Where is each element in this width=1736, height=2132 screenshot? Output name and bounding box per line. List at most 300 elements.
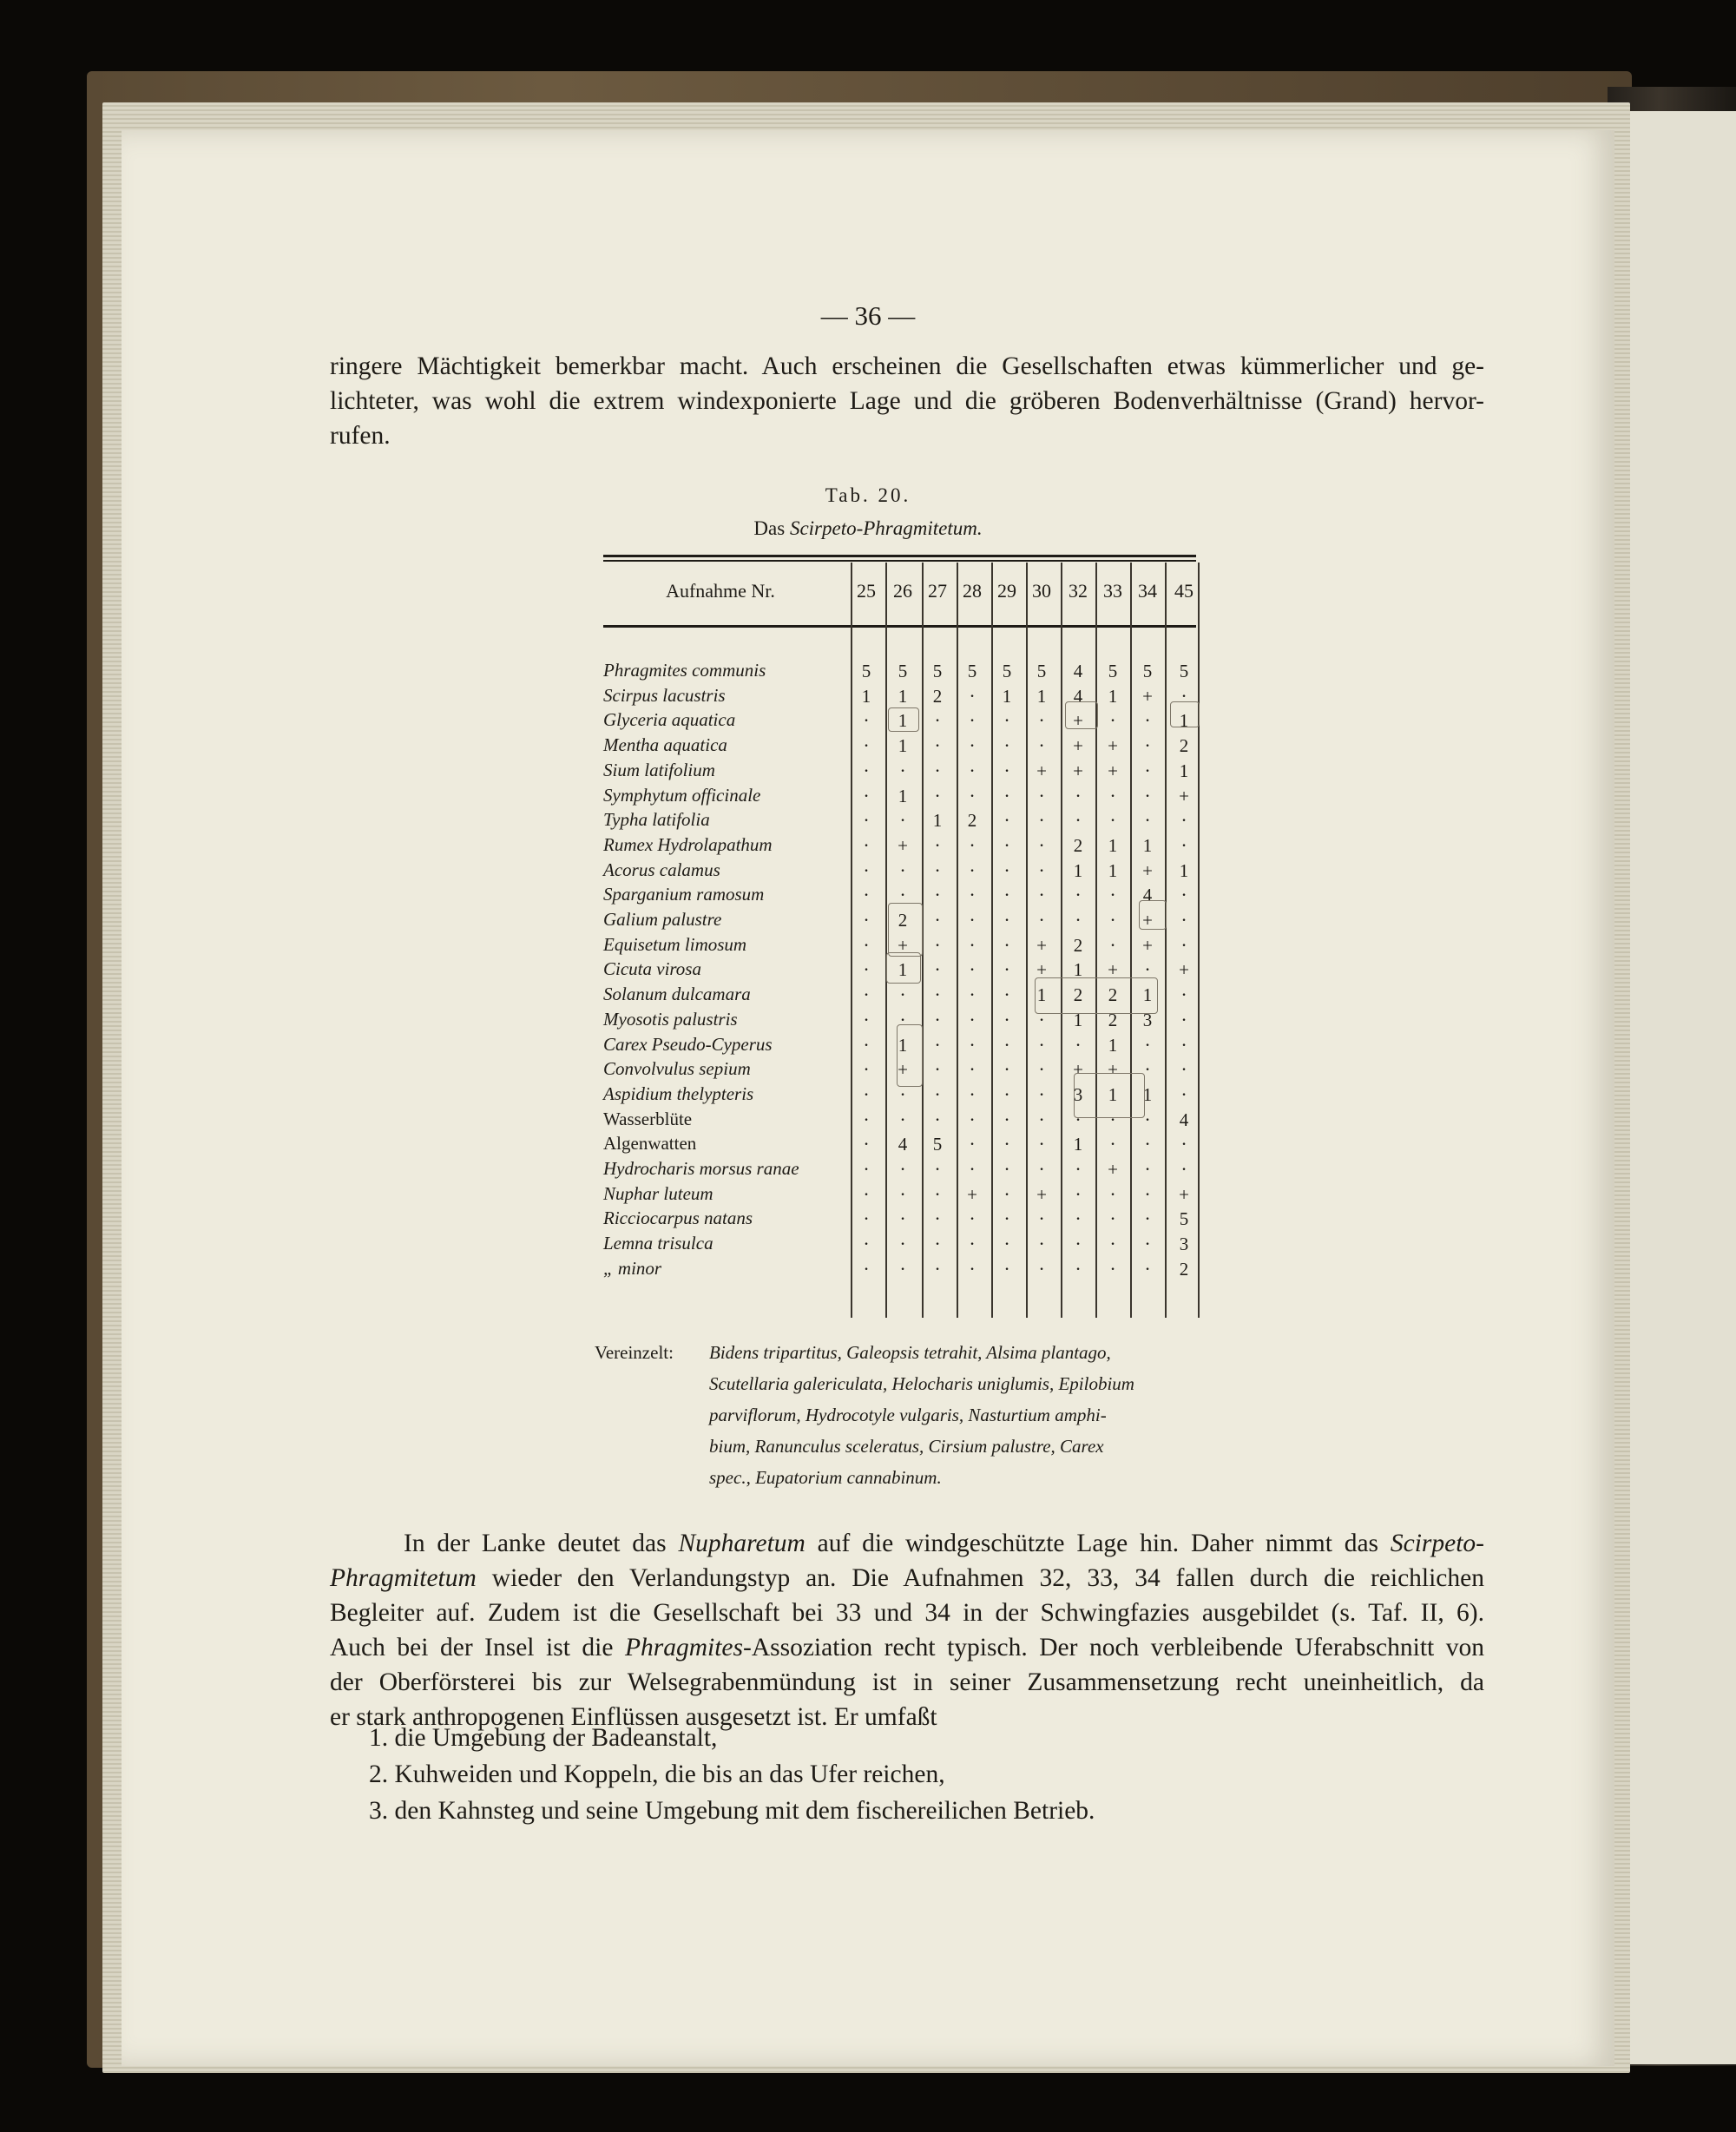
table-cell: 1 xyxy=(1073,959,1083,981)
table-cell: · xyxy=(1003,1058,1010,1081)
table-cell: · xyxy=(934,1207,941,1230)
table-cell: · xyxy=(1109,884,1116,906)
table-cell: 1 xyxy=(1142,1083,1153,1105)
table-cell: · xyxy=(1180,909,1187,931)
table-cell: 1 xyxy=(1108,1083,1118,1105)
species-name: Aspidium thelypteris xyxy=(603,1082,754,1104)
species-name: Carex Pseudo-Cyperus xyxy=(603,1033,773,1055)
table-cell: · xyxy=(1038,1058,1045,1081)
table-cell: 5 xyxy=(932,1134,943,1155)
table-cell: 5 xyxy=(898,661,908,681)
table-cell: · xyxy=(1180,1133,1187,1155)
table-cell: · xyxy=(1038,784,1045,806)
table-cell: · xyxy=(1003,809,1010,832)
table-cell: · xyxy=(1109,1233,1116,1255)
table-cell: + xyxy=(1073,710,1083,732)
table-cell: + xyxy=(1073,760,1083,781)
table-cell: + xyxy=(1073,1059,1083,1081)
table-cell: · xyxy=(863,1158,870,1180)
table-cell: · xyxy=(1003,1082,1010,1105)
table-cell: · xyxy=(1003,909,1010,931)
table-cell: 2 xyxy=(932,685,943,707)
table-cell: 5 xyxy=(1179,661,1189,681)
species-name: Scirpus lacustris xyxy=(603,684,726,706)
table-cell: · xyxy=(1038,1207,1045,1230)
table-cell: · xyxy=(1003,1207,1010,1230)
table-cell: · xyxy=(863,833,870,856)
column-header: 28 xyxy=(963,580,982,602)
table-cell: · xyxy=(1109,1182,1116,1205)
facing-page-edge xyxy=(1614,111,1736,2064)
table-cell: 2 xyxy=(898,910,908,931)
table-cell: · xyxy=(934,1158,941,1180)
table-cell: · xyxy=(863,958,870,981)
table-cell: 1 xyxy=(1108,859,1118,881)
species-name: Equisetum limosum xyxy=(603,933,747,955)
table-cell: · xyxy=(1144,784,1151,806)
table-cell: · xyxy=(969,909,976,931)
species-name: Solanum dulcamara xyxy=(603,984,751,1005)
table-cell: · xyxy=(863,759,870,781)
table-cell: · xyxy=(863,1257,870,1280)
table-cell: · xyxy=(1038,809,1045,832)
table-cell: + xyxy=(1036,959,1047,981)
table-cell: · xyxy=(1109,1257,1116,1280)
intro-line: rufen. xyxy=(330,422,391,450)
table-cell: 1 xyxy=(1142,834,1153,856)
table-cell: · xyxy=(969,884,976,906)
column-header: 27 xyxy=(928,580,947,602)
species-name: „ minor xyxy=(603,1257,662,1279)
table-cell: 4 xyxy=(1073,685,1083,707)
table-cell: · xyxy=(969,859,976,881)
table-cell: · xyxy=(934,1108,941,1130)
table-cell: · xyxy=(969,1158,976,1180)
species-name: Acorus calamus xyxy=(603,859,720,880)
table-cell: · xyxy=(863,709,870,732)
species-name: Ricciocarpus natans xyxy=(603,1207,753,1229)
table-cell: · xyxy=(969,833,976,856)
pencil-mark xyxy=(897,1024,923,1087)
table-cell: · xyxy=(899,759,906,781)
pencil-mark xyxy=(1170,701,1200,727)
table-cell: · xyxy=(1003,1133,1010,1155)
table-cell: · xyxy=(934,1082,941,1105)
table-cell: · xyxy=(1003,734,1010,757)
table-cell: 4 xyxy=(1142,885,1153,906)
table-cell: · xyxy=(1038,1008,1045,1030)
table-cell: · xyxy=(1038,859,1045,881)
table-cell: · xyxy=(1075,1207,1082,1230)
species-name: Symphytum officinale xyxy=(603,784,761,806)
table-cell: + xyxy=(967,1183,977,1205)
table-cell: · xyxy=(1075,884,1082,906)
species-name: Wasserblüte xyxy=(603,1108,693,1129)
table-cell: · xyxy=(1038,884,1045,906)
table-cell: · xyxy=(1075,784,1082,806)
table-cell: · xyxy=(934,833,941,856)
table-cell: · xyxy=(1109,1207,1116,1230)
table-cell: · xyxy=(899,884,906,906)
vereinzelt-line: bium, Ranunculus sceleratus, Cirsium palustre, Carex xyxy=(709,1436,1104,1457)
table-cell: 1 xyxy=(932,810,943,832)
table-cell: · xyxy=(1109,784,1116,806)
table-cell: + xyxy=(1142,859,1153,881)
species-name: Typha latifolia xyxy=(603,809,710,831)
table-cell: · xyxy=(934,859,941,881)
species-name: Glyceria aquatica xyxy=(603,709,736,731)
table-cell: · xyxy=(863,1133,870,1155)
table-cell: 2 xyxy=(1073,834,1083,856)
vereinzelt-line: Bidens tripartitus, Galeopsis tetrahit, Alsima plantago, xyxy=(709,1342,1111,1363)
table-cell: · xyxy=(899,809,906,832)
table-cell: · xyxy=(1003,859,1010,881)
table-cell: 1 xyxy=(898,685,908,707)
pencil-mark xyxy=(1065,701,1098,729)
table-cell: · xyxy=(969,958,976,981)
table-cell: · xyxy=(899,1158,906,1180)
table-cell: · xyxy=(1038,1158,1045,1180)
table-cell: · xyxy=(1003,933,1010,956)
table-cell: 1 xyxy=(898,785,908,806)
table-cell: 1 xyxy=(1073,859,1083,881)
table-cell: · xyxy=(934,909,941,931)
table-cell: · xyxy=(1038,1233,1045,1255)
table-cell: 2 xyxy=(967,810,977,832)
table-cell: · xyxy=(1144,1033,1151,1056)
table-cell: · xyxy=(1003,1033,1010,1056)
table-cell: · xyxy=(1109,1133,1116,1155)
table-cell: 1 xyxy=(898,959,908,981)
intro-line: ringere Mächtigkeit bemerkbar macht. Auch erscheinen die Gesellschaften etwas kümmerlicher und ge- xyxy=(330,352,1484,380)
table-cell: · xyxy=(1109,709,1116,732)
table-cell: · xyxy=(1038,1033,1045,1056)
column-header: 29 xyxy=(997,580,1016,602)
column-header: 30 xyxy=(1032,580,1051,602)
table-cell: · xyxy=(969,1082,976,1105)
table-cell: + xyxy=(1179,785,1189,806)
table-cell: · xyxy=(934,1257,941,1280)
table-cell: · xyxy=(863,884,870,906)
vereinzelt-list xyxy=(709,1337,1221,1493)
table-cell: 1 xyxy=(1073,1009,1083,1030)
table-cell: · xyxy=(1144,1257,1151,1280)
table-cell: 3 xyxy=(1142,1009,1153,1030)
table-cell: · xyxy=(934,1058,941,1081)
species-name: Galium palustre xyxy=(603,909,722,930)
table-cell: · xyxy=(1003,1182,1010,1205)
table-cell: · xyxy=(969,709,976,732)
table-cell: · xyxy=(899,1233,906,1255)
table-cell: 1 xyxy=(1002,685,1012,707)
table-cell: · xyxy=(969,1207,976,1230)
vereinzelt-line: parviflorum, Hydrocotyle vulgaris, Nasturtium amphi- xyxy=(709,1405,1107,1425)
table-cell: · xyxy=(1180,1058,1187,1081)
table-cell: · xyxy=(1180,809,1187,832)
table-cell: 2 xyxy=(1179,735,1189,757)
table-cell: + xyxy=(1108,1159,1118,1180)
table-cell: · xyxy=(1038,1108,1045,1130)
table-cell: · xyxy=(1180,1033,1187,1056)
table-cell: · xyxy=(1075,909,1082,931)
table-cell: · xyxy=(1075,1182,1082,1205)
table-cell: · xyxy=(1038,1082,1045,1105)
table-header-rule xyxy=(603,625,1196,628)
table-cell: 1 xyxy=(898,710,908,732)
table-cell: · xyxy=(1003,1008,1010,1030)
table-cell: · xyxy=(1038,734,1045,757)
column-header: 34 xyxy=(1138,580,1157,602)
species-name: Sparganium ramosum xyxy=(603,884,765,905)
table-cell: 1 xyxy=(1036,685,1047,707)
table-cell: + xyxy=(1142,934,1153,956)
species-name: Rumex Hydrolapathum xyxy=(603,833,773,855)
table-cell: · xyxy=(1038,833,1045,856)
pencil-mark xyxy=(1035,977,1158,1014)
table-cell: · xyxy=(969,1008,976,1030)
table-cell: + xyxy=(1108,959,1118,981)
table-cell: + xyxy=(1179,959,1189,981)
table-cell: · xyxy=(969,1133,976,1155)
table-cell: 1 xyxy=(1108,1034,1118,1056)
pencil-mark xyxy=(888,707,919,732)
table-cell: 1 xyxy=(898,1034,908,1056)
table-cell: · xyxy=(1180,884,1187,906)
table-cell: · xyxy=(1109,809,1116,832)
table-cell: · xyxy=(934,734,941,757)
table-cell: · xyxy=(969,1233,976,1255)
pencil-mark xyxy=(886,952,921,984)
page-number: — 36 — xyxy=(820,300,916,331)
table-cell: 1 xyxy=(1179,710,1189,732)
table-cell: · xyxy=(969,1257,976,1280)
table-cell: + xyxy=(1108,735,1118,757)
species-name: Lemna trisulca xyxy=(603,1233,713,1254)
table-cell: · xyxy=(1180,1082,1187,1105)
table-cell: 5 xyxy=(932,661,943,681)
pencil-mark xyxy=(1139,900,1167,930)
intro-paragraph xyxy=(330,349,1484,453)
species-name: Convolvulus sepium xyxy=(603,1058,751,1080)
table-cell: · xyxy=(1038,1257,1045,1280)
species-name: Hydrocharis morsus ranae xyxy=(603,1158,799,1179)
table-cell: · xyxy=(934,1033,941,1056)
table-cell: · xyxy=(1038,1133,1045,1155)
table-cell: 5 xyxy=(1002,661,1012,681)
table-cell: · xyxy=(934,958,941,981)
table-cell: 1 xyxy=(898,735,908,757)
column-header: 25 xyxy=(857,580,876,602)
vereinzelt-label: Vereinzelt: xyxy=(595,1342,674,1363)
table-cell: + xyxy=(1108,760,1118,781)
table-cell: · xyxy=(1003,759,1010,781)
table-cell: · xyxy=(1003,833,1010,856)
table-cell: 4 xyxy=(1073,661,1083,681)
table-cell: · xyxy=(1003,1158,1010,1180)
species-name: Nuphar luteum xyxy=(603,1182,713,1204)
species-name: Algenwatten xyxy=(603,1133,697,1155)
table-caption: Tab. 20. xyxy=(825,484,911,506)
species-name: Phragmites communis xyxy=(603,660,766,681)
table-cell: · xyxy=(1003,1108,1010,1130)
table-cell: 1 xyxy=(1179,760,1189,781)
table-cell: · xyxy=(1180,833,1187,856)
table-cell: · xyxy=(1144,809,1151,832)
table-cell: · xyxy=(1003,1257,1010,1280)
table-cell: · xyxy=(1109,1108,1116,1130)
body-line: der Oberförsterei bis zur Welsegrabenmündung ist in seiner Zusammensetzung recht uneinheitlich, da xyxy=(330,1668,1484,1696)
table-cell: · xyxy=(1144,1233,1151,1255)
table-cell: · xyxy=(1144,1207,1151,1230)
table-cell: 4 xyxy=(898,1134,908,1155)
table-cell: · xyxy=(1180,984,1187,1006)
column-header: 32 xyxy=(1069,580,1088,602)
table-cell: + xyxy=(1073,735,1083,757)
table-cell: · xyxy=(1109,909,1116,931)
table-cell: · xyxy=(899,1108,906,1130)
table-cell: + xyxy=(1036,934,1047,956)
table-cell: · xyxy=(863,784,870,806)
table-cell: · xyxy=(1075,809,1082,832)
table-cell: 5 xyxy=(1142,661,1153,681)
table-cell: · xyxy=(1075,1233,1082,1255)
table-cell: 1 xyxy=(861,685,871,707)
table-cell: · xyxy=(1075,1033,1082,1056)
table-cell: + xyxy=(898,934,908,956)
table-cell: · xyxy=(863,1182,870,1205)
table-cell: · xyxy=(863,1108,870,1130)
table-cell: · xyxy=(1003,709,1010,732)
table-cell: · xyxy=(863,984,870,1006)
table-cell: · xyxy=(899,1008,906,1030)
table-cell: · xyxy=(1003,884,1010,906)
table-cell: · xyxy=(863,1207,870,1230)
table-cell: · xyxy=(863,1058,870,1081)
table-cell: 1 xyxy=(1108,685,1118,707)
table-cell: + xyxy=(1179,1183,1189,1205)
table-cell: · xyxy=(1144,1108,1151,1130)
column-header: 45 xyxy=(1174,580,1194,602)
table-cell: + xyxy=(898,1059,908,1081)
table-subtitle-prefix: Das xyxy=(753,517,790,539)
list-item: 1. die Umgebung der Badeanstalt, xyxy=(369,1724,718,1752)
table-cell: · xyxy=(969,933,976,956)
table-cell: · xyxy=(899,984,906,1006)
column-header: 26 xyxy=(893,580,912,602)
table-cell: · xyxy=(1180,933,1187,956)
table-cell: · xyxy=(1144,759,1151,781)
list-item: 2. Kuhweiden und Koppeln, die bis an das Ufer reichen, xyxy=(369,1760,945,1788)
body-line: Phragmitetum wieder den Verlandungstyp an. Die Aufnahmen 32, 33, 34 fallen durch die reichlichen xyxy=(330,1564,1484,1592)
table-subtitle xyxy=(0,517,1736,540)
table-cell: · xyxy=(1003,958,1010,981)
table-cell: · xyxy=(1180,684,1187,707)
table-cell: 5 xyxy=(1036,661,1047,681)
table-cell: · xyxy=(1003,1233,1010,1255)
table-cell: 5 xyxy=(1108,661,1118,681)
table-cell: 3 xyxy=(1073,1083,1083,1105)
body-line: In der Lanke deutet das Nupharetum auf die windgeschützte Lage hin. Daher nimmt das Scirpeto- xyxy=(404,1530,1484,1557)
table-cell: · xyxy=(1075,1257,1082,1280)
table-cell: · xyxy=(969,1033,976,1056)
table-cell: · xyxy=(934,1233,941,1255)
table-cell: 1 xyxy=(1036,984,1047,1006)
table-cell: 2 xyxy=(1179,1258,1189,1280)
species-name: Sium latifolium xyxy=(603,759,715,780)
table-cell: · xyxy=(934,1182,941,1205)
table-cell: · xyxy=(863,809,870,832)
table-cell: · xyxy=(1075,1158,1082,1180)
table-cell: 2 xyxy=(1073,934,1083,956)
pencil-mark xyxy=(888,903,923,957)
table-cell: · xyxy=(969,984,976,1006)
table-subtitle-name: Scirpeto-Phragmitetum. xyxy=(789,517,983,539)
table-cell: · xyxy=(863,859,870,881)
table-cell: 5 xyxy=(1179,1208,1189,1230)
table-cell: · xyxy=(863,1233,870,1255)
table-cell: + xyxy=(1108,1059,1118,1081)
table-cell: · xyxy=(863,734,870,757)
table-cell: · xyxy=(899,1182,906,1205)
body-paragraph xyxy=(330,1526,1484,1734)
body-line: Auch bei der Insel ist die Phragmites-Assoziation recht typisch. Der noch verbleibende Uferabschnitt von xyxy=(330,1634,1484,1662)
table-cell: 3 xyxy=(1179,1234,1189,1255)
table-cell: + xyxy=(1142,910,1153,931)
pencil-mark xyxy=(1074,1073,1145,1118)
table-cell: · xyxy=(934,759,941,781)
column-header: 33 xyxy=(1103,580,1122,602)
table-cell: · xyxy=(1038,909,1045,931)
table-top-rule xyxy=(603,560,1196,562)
table-cell: · xyxy=(1075,1108,1082,1130)
table-cell: · xyxy=(899,859,906,881)
table-cell: · xyxy=(1038,709,1045,732)
table-cell: 2 xyxy=(1108,1009,1118,1030)
table-cell: · xyxy=(969,784,976,806)
table-top-rule xyxy=(603,555,1196,557)
table-cell: + xyxy=(898,834,908,856)
table-cell: · xyxy=(1180,1158,1187,1180)
table-cell: · xyxy=(969,734,976,757)
table-cell: · xyxy=(1109,933,1116,956)
species-name: Mentha aquatica xyxy=(603,734,727,756)
table-cell: · xyxy=(1003,784,1010,806)
table-cell: + xyxy=(1036,1183,1047,1205)
table-cell: · xyxy=(1144,1133,1151,1155)
table-cell: · xyxy=(863,909,870,931)
table-cell: · xyxy=(934,1008,941,1030)
table-cell: + xyxy=(1036,760,1047,781)
table-cell: · xyxy=(1144,1058,1151,1081)
table-cell: 1 xyxy=(1108,834,1118,856)
table-cell: · xyxy=(863,933,870,956)
species-name: Cicuta virosa xyxy=(603,958,701,980)
table-cell: · xyxy=(899,1257,906,1280)
table-cell: · xyxy=(934,984,941,1006)
table-cell: · xyxy=(899,1082,906,1105)
table-cell: 2 xyxy=(1108,984,1118,1006)
intro-line: lichteter, was wohl die extrem windexponierte Lage und die gröberen Bodenverhältnisse (Grand) hervor- xyxy=(330,387,1484,415)
species-name: Myosotis palustris xyxy=(603,1008,738,1030)
table-cell: + xyxy=(1142,685,1153,707)
vereinzelt-line: Scutellaria galericulata, Helocharis uniglumis, Epilobium xyxy=(709,1373,1134,1394)
table-cell: · xyxy=(969,759,976,781)
table-cell: · xyxy=(969,684,976,707)
body-line: Begleiter auf. Zudem ist die Gesellschaft bei 33 und 34 in der Schwingfazies ausgebildet (s. Taf. II, 6). xyxy=(330,1599,1484,1627)
table-cell: · xyxy=(863,1008,870,1030)
body-line: er stark anthropogenen Einflüssen ausgesetzt ist. Er umfaßt xyxy=(330,1703,937,1731)
table-cell: · xyxy=(969,1108,976,1130)
